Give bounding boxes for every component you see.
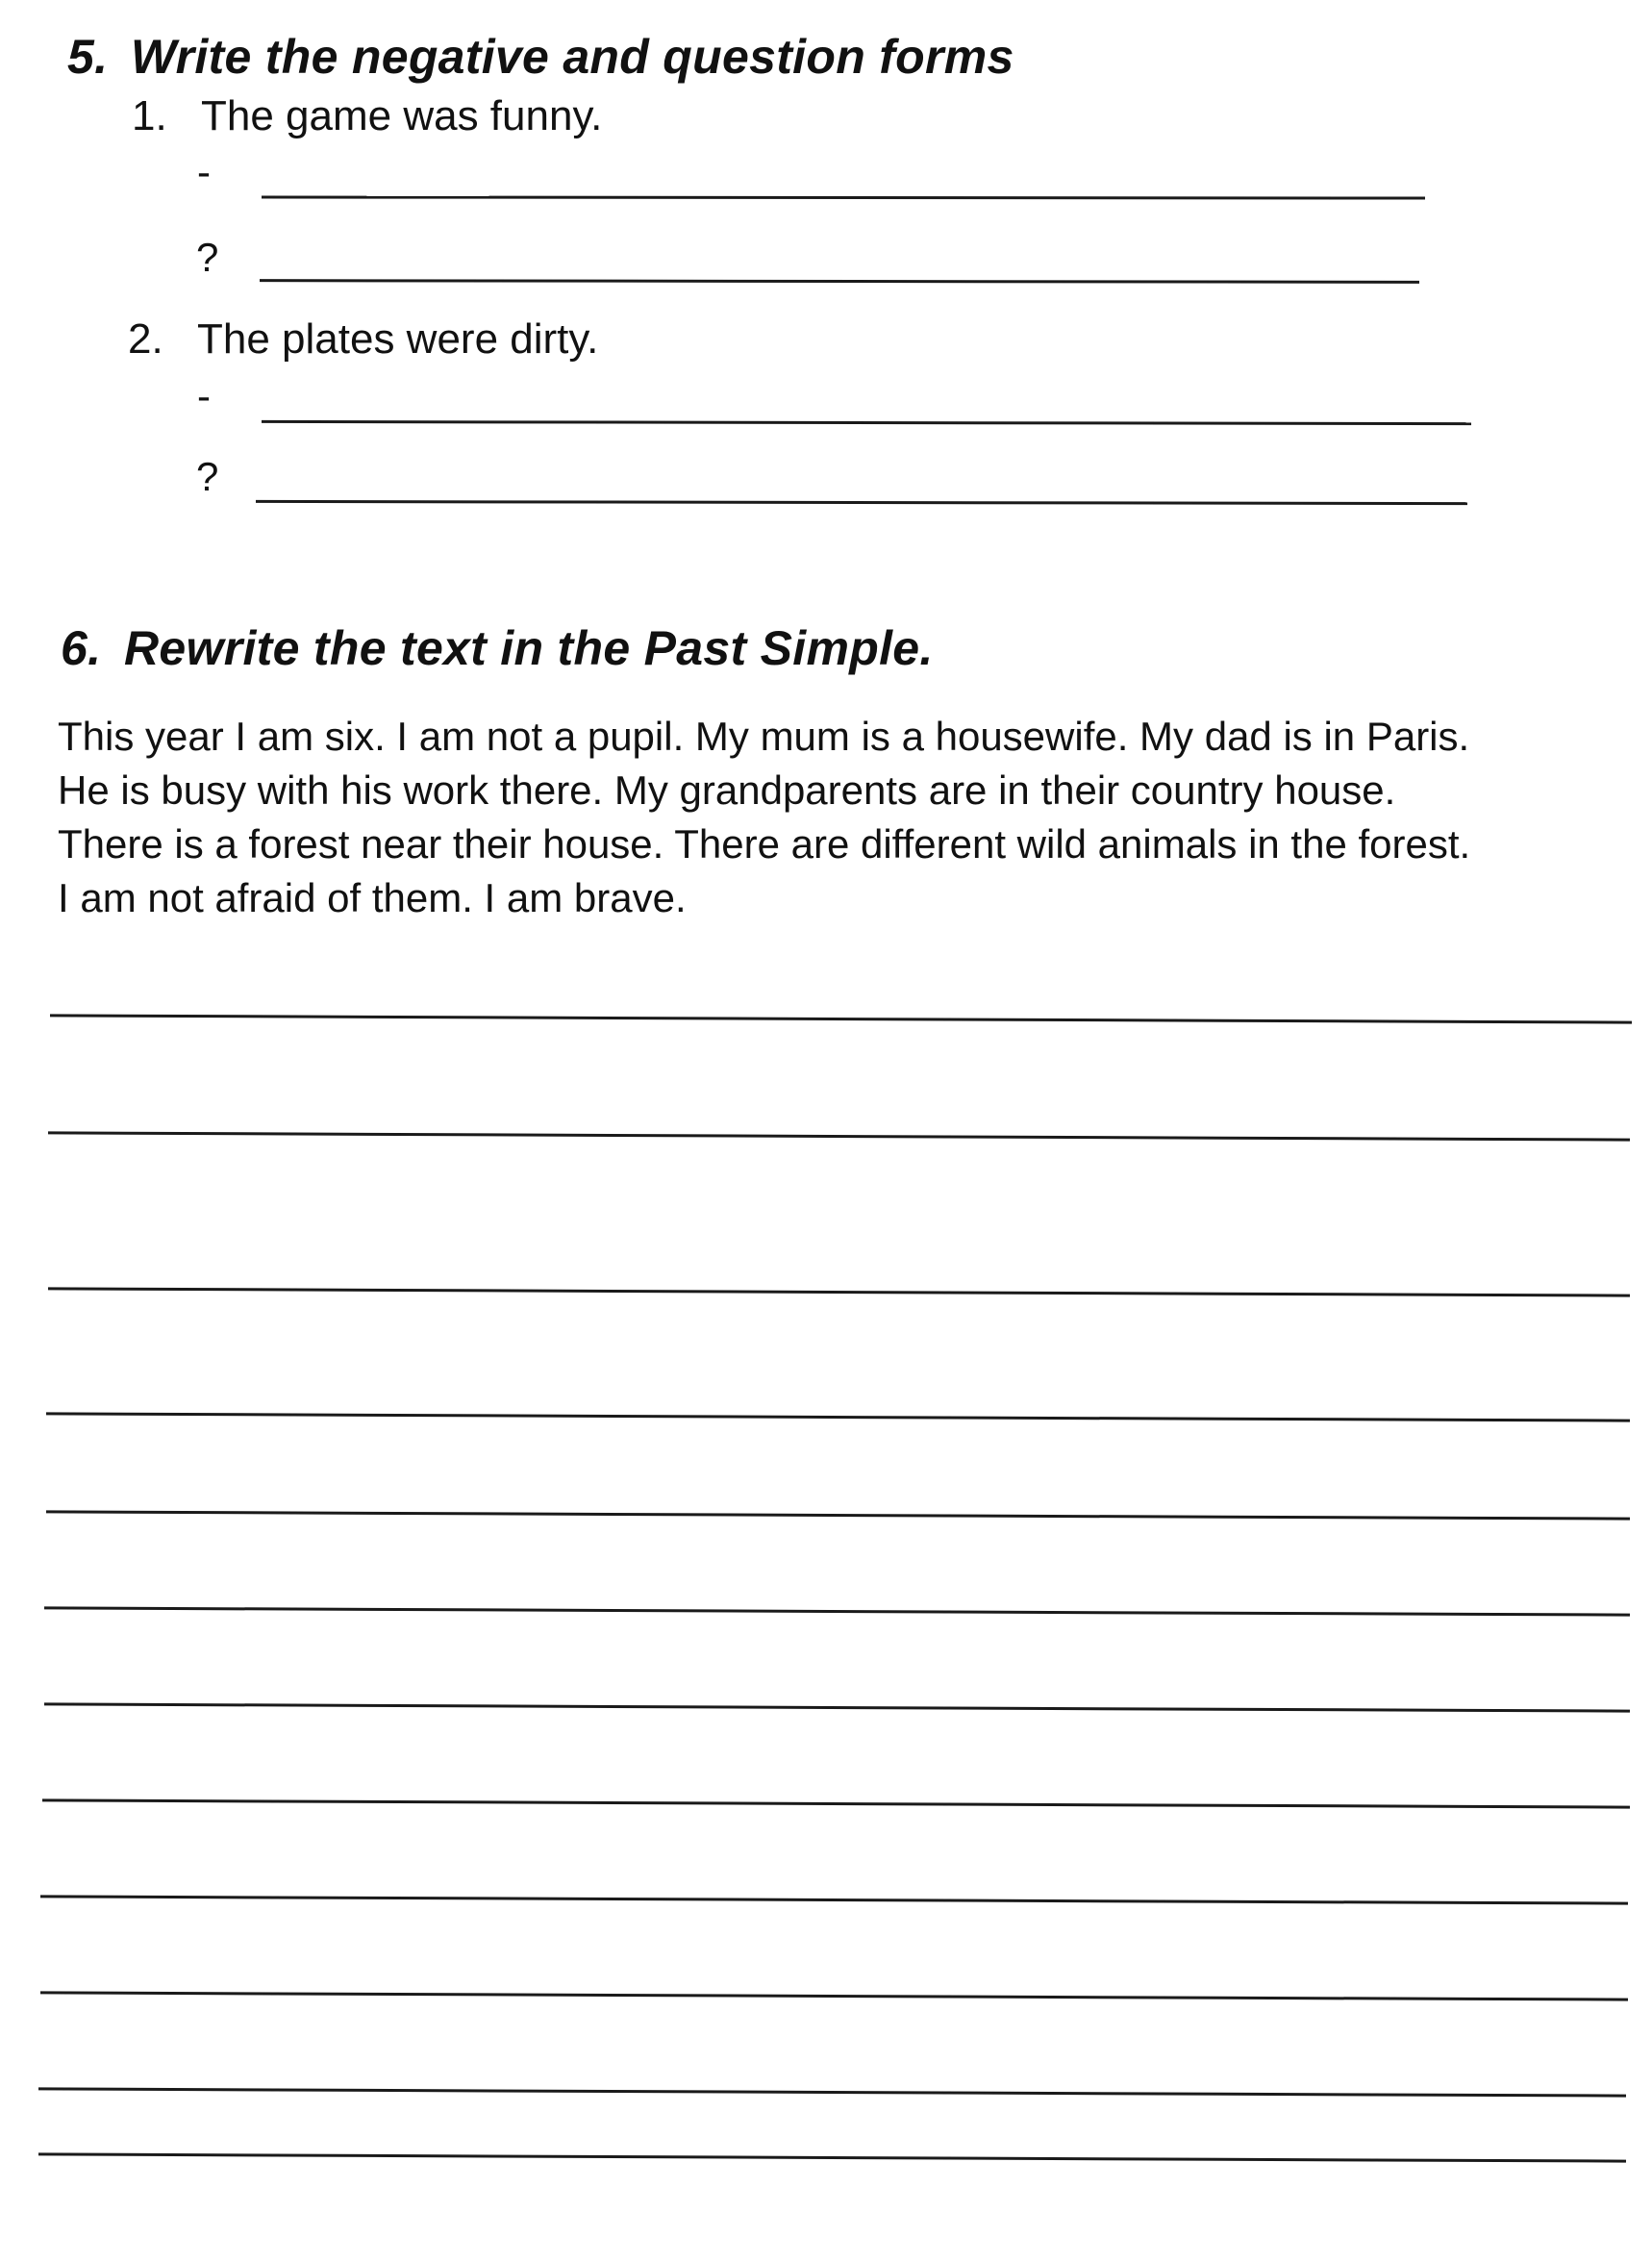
task-5-number: 5. — [67, 30, 109, 84]
task-6-source-text — [58, 710, 1635, 925]
rewrite-answer-line-1[interactable] — [50, 1014, 1632, 1023]
item-2-question-mark: ? — [196, 454, 219, 499]
item-1-question-answer-line[interactable] — [260, 279, 1419, 284]
rewrite-answer-line-9[interactable] — [40, 1895, 1628, 1904]
rewrite-answer-line-11[interactable] — [38, 2087, 1626, 2097]
task-5-title: Write the negative and question forms — [131, 30, 1014, 84]
source-text-line: I am not afraid of them. I am brave. — [58, 875, 687, 920]
rewrite-answer-line-3[interactable] — [48, 1287, 1630, 1296]
item-1-negative-answer-line[interactable] — [262, 195, 1425, 199]
task-6-number: 6. — [61, 621, 102, 675]
item-2-question-answer-line[interactable] — [256, 500, 1467, 505]
rewrite-answer-line-5[interactable] — [46, 1510, 1630, 1520]
item-1-sentence: The game was funny. — [201, 92, 603, 139]
source-text-line: This year I am six. I am not a pupil. My mum is a housewife. My dad is in Paris. — [58, 714, 1470, 759]
source-text-line: He is busy with his work there. My grandparents are in their country house. — [58, 767, 1396, 813]
item-1-question-mark: ? — [196, 235, 219, 280]
task-6-title: Rewrite the text in the Past Simple. — [124, 621, 934, 675]
item-1-index: 1. — [132, 92, 167, 139]
task-5-item-2 — [128, 315, 598, 364]
rewrite-answer-line-2[interactable] — [48, 1131, 1630, 1141]
item-1-negative-mark: - — [197, 149, 211, 194]
rewrite-answer-line-4[interactable] — [46, 1412, 1630, 1421]
rewrite-answer-line-7[interactable] — [44, 1702, 1630, 1712]
source-text-line: There is a forest near their house. There are different wild animals in the forest. — [58, 821, 1471, 867]
item-2-index: 2. — [128, 315, 163, 363]
item-2-negative-mark: - — [197, 373, 211, 418]
task-5-item-1 — [132, 92, 602, 140]
rewrite-answer-line-8[interactable] — [42, 1798, 1630, 1808]
task-6-heading — [61, 620, 934, 676]
task-5-heading — [67, 29, 1014, 85]
rewrite-answer-line-10[interactable] — [40, 1991, 1628, 2000]
item-2-negative-answer-line[interactable] — [262, 420, 1471, 425]
rewrite-answer-line-6[interactable] — [44, 1606, 1630, 1616]
item-2-sentence: The plates were dirty. — [197, 315, 599, 363]
rewrite-answer-line-12[interactable] — [38, 2152, 1626, 2162]
